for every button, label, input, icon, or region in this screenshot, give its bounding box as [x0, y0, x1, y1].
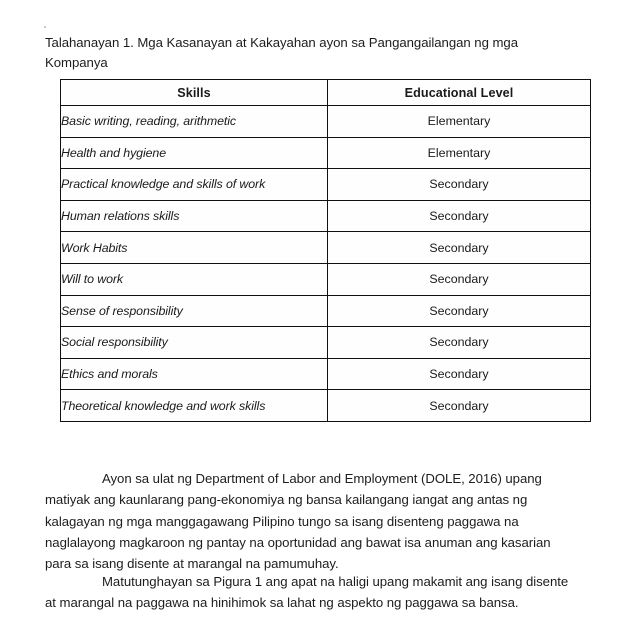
cell-level: Secondary [328, 169, 591, 201]
table-row [61, 232, 591, 264]
skills-table-container [60, 79, 590, 422]
cell-skill: Social responsibility [61, 327, 328, 359]
paragraph-dole-text: Ayon sa ulat ng Department of Labor and Employment (DOLE, 2016) upang matiyak ang kaunlarang pang-ekonomiya ng bansa kailangang iangat ang antas ng kalagayan ng mga manggagawang Pilipino tungo sa isang disenteng paggawa na naglalayong magkaroon ng pantay na oportunidad ang bawat isa anuman ang kasarian para sa isang disente at marangal na pamumuhay. [45, 471, 551, 572]
column-header-educational-level: Educational Level [328, 80, 591, 106]
cell-skill: Practical knowledge and skills of work [61, 169, 328, 201]
cell-skill: Ethics and morals [61, 358, 328, 390]
table-header [61, 80, 591, 106]
scan-speck [44, 26, 46, 28]
page-title: Talahanayan 1. Mga Kasanayan at Kakayahan ayon sa Pangangailangan ng mga Kompanya [45, 35, 518, 70]
cell-skill: Sense of responsibility [61, 295, 328, 327]
table-row [61, 263, 591, 295]
table-body [61, 106, 591, 422]
cell-skill: Basic writing, reading, arithmetic [61, 106, 328, 138]
cell-level: Secondary [328, 295, 591, 327]
cell-level: Secondary [328, 200, 591, 232]
table-row [61, 200, 591, 232]
cell-skill: Work Habits [61, 232, 328, 264]
cell-level: Secondary [328, 327, 591, 359]
cell-skill: Theoretical knowledge and work skills [61, 390, 328, 422]
cell-level: Secondary [328, 232, 591, 264]
skills-table [60, 79, 591, 422]
column-header-skills: Skills [61, 80, 328, 106]
cell-level: Secondary [328, 390, 591, 422]
table-row [61, 390, 591, 422]
table-row [61, 106, 591, 138]
table-row [61, 169, 591, 201]
cell-skill: Will to work [61, 263, 328, 295]
cell-level: Elementary [328, 137, 591, 169]
cell-skill: Human relations skills [61, 200, 328, 232]
cell-level: Elementary [328, 106, 591, 138]
cell-level: Secondary [328, 263, 591, 295]
paragraph-pigura [45, 571, 578, 614]
table-row [61, 295, 591, 327]
table-header-row [61, 80, 591, 106]
table-row [61, 327, 591, 359]
paragraph-pigura-text: Matutunghayan sa Pigura 1 ang apat na haligi upang makamit ang isang disente at marangal na paggawa na hinihimok sa lahat ng aspekto ng paggawa sa bansa. [45, 574, 569, 611]
table-row [61, 137, 591, 169]
cell-skill: Health and hygiene [61, 137, 328, 169]
table-row [61, 358, 591, 390]
paragraph-dole [45, 468, 578, 574]
cell-level: Secondary [328, 358, 591, 390]
